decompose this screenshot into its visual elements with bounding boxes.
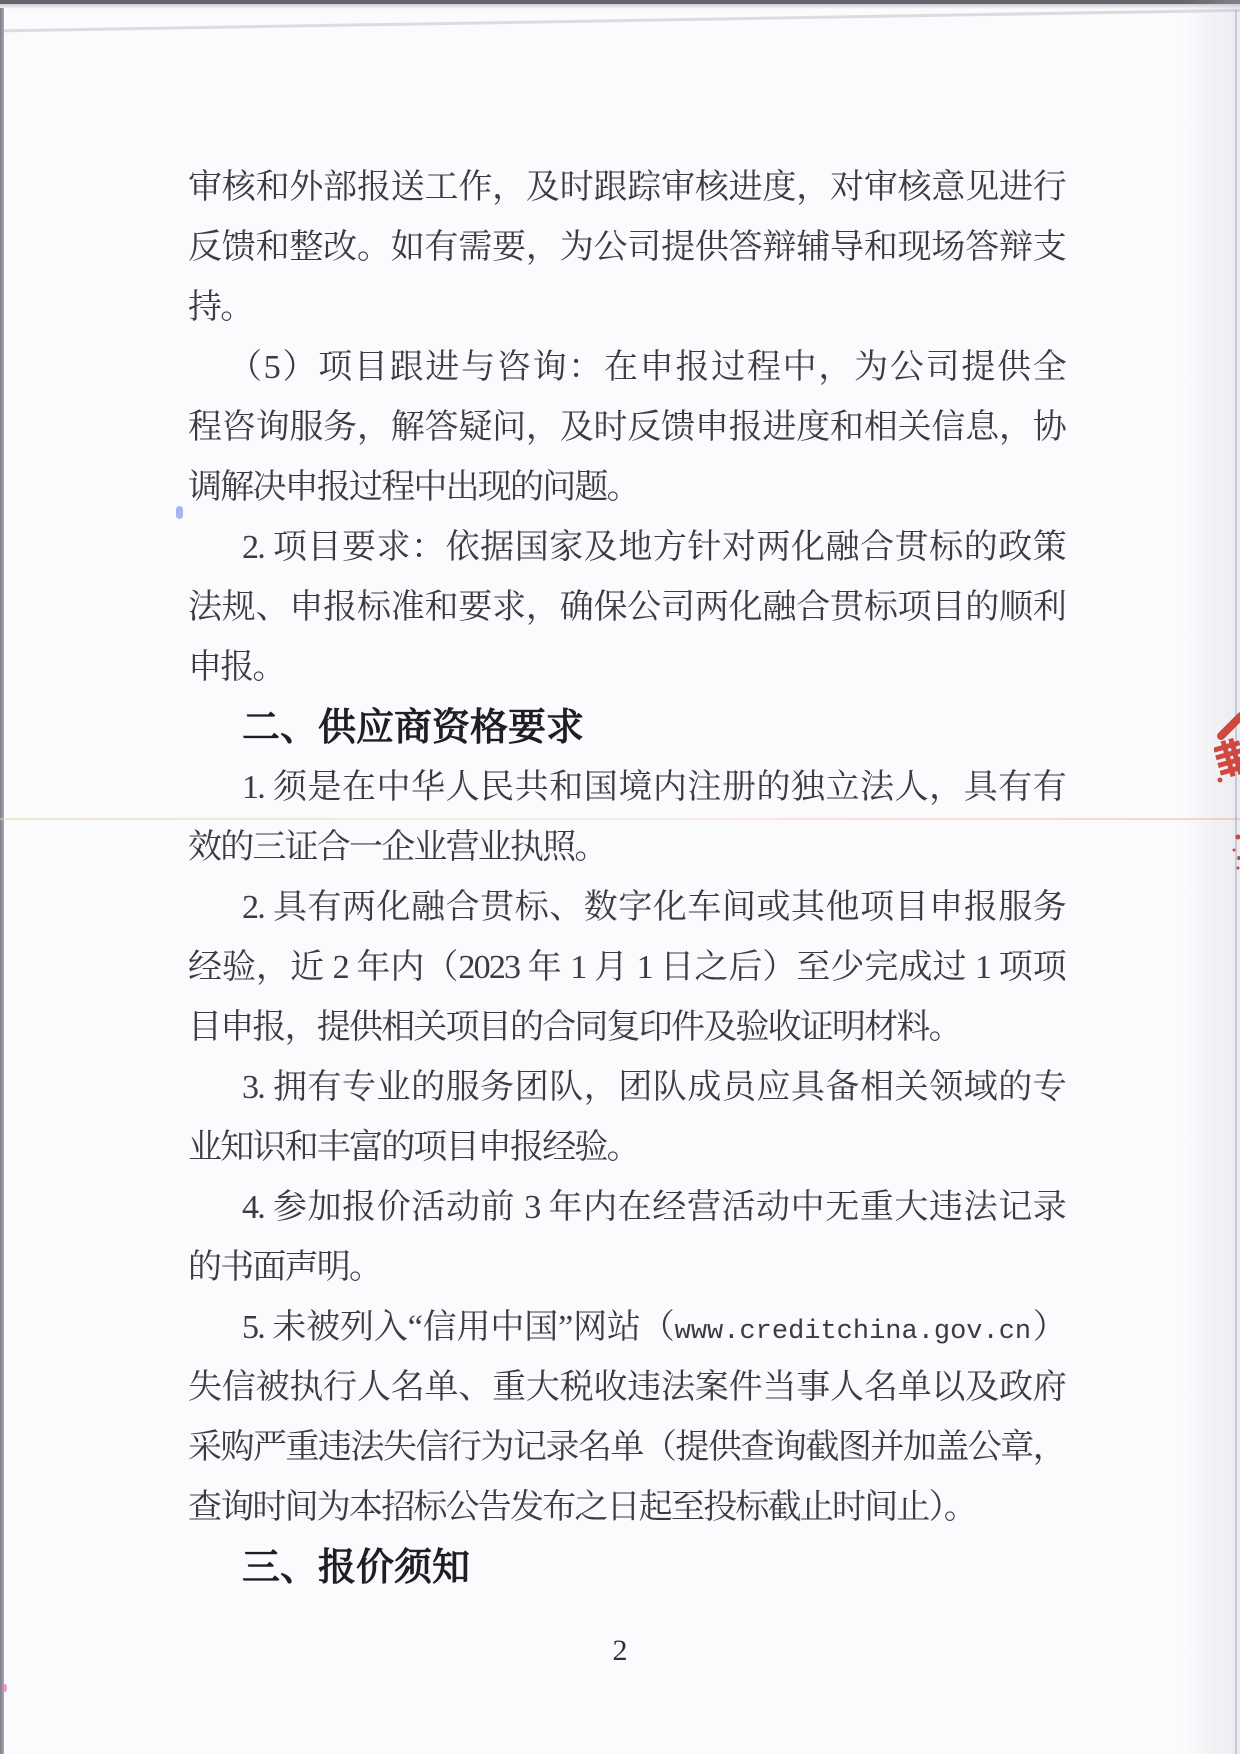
scan-shading-right bbox=[1182, 0, 1240, 1754]
text-line: 查询时间为本招标公告发布之日起至投标截止时间止）。 bbox=[188, 1489, 976, 1526]
ink-speck-blue bbox=[176, 506, 183, 519]
text-line: 2. 具有两化融合贯标、数字化车间或其他项目申报服务 bbox=[242, 889, 1065, 926]
text-line: 效的三证合一企业营业执照。 bbox=[188, 829, 607, 866]
text-line: 程咨询服务，解答疑问，及时反馈申报进度和相关信息，协 bbox=[188, 409, 1065, 446]
url-line-suffix: ） bbox=[1031, 1309, 1065, 1346]
text-line: 4. 参加报价活动前 3 年内在经营活动中无重大违法记录 bbox=[242, 1189, 1065, 1226]
document-body bbox=[188, 158, 1065, 1598]
text-line: 失信被执行人名单、重大税收违法案件当事人名单以及政府 bbox=[188, 1369, 1065, 1406]
text-line: （5）项目跟进与咨询：在申报过程中，为公司提供全 bbox=[228, 349, 1065, 386]
seal-strokes-icon bbox=[1214, 700, 1240, 875]
section-heading-quotation-notes: 三、报价须知 bbox=[242, 1547, 471, 1589]
text-line: 经验，近 2 年内（2023 年 1 月 1 日之后）至少完成过 1 项项 bbox=[188, 949, 1065, 986]
text-line: 目申报，提供相关项目的合同复印件及验收证明材料。 bbox=[188, 1009, 961, 1046]
page-number: 2 bbox=[612, 1634, 628, 1667]
text-line: 采购严重违法失信行为记录名单（提供查询截图并加盖公章， bbox=[188, 1429, 1065, 1466]
text-line: 持。 bbox=[188, 289, 253, 326]
credit-china-url: www.creditchina.gov.cn bbox=[674, 1317, 1032, 1347]
scan-edge-left bbox=[0, 8, 4, 1754]
section-heading-supplier-qualification: 二、供应商资格要求 bbox=[242, 707, 585, 749]
official-seal-fragment bbox=[1214, 700, 1240, 875]
scan-edge-top-slant bbox=[0, 8, 1240, 33]
url-line-prefix: 5. 未被列入“信用中国”网站（ bbox=[242, 1309, 675, 1346]
text-line: 3. 拥有专业的服务团队，团队成员应具备相关领域的专 bbox=[242, 1069, 1065, 1106]
text-line: 反馈和整改。如有需要，为公司提供答辩辅导和现场答辩支 bbox=[188, 229, 1065, 266]
ink-speck-pink bbox=[2, 1684, 7, 1692]
scan-edge-top-fade bbox=[0, 4, 1240, 9]
text-line: 法规、申报标准和要求，确保公司两化融合贯标项目的顺利 bbox=[188, 589, 1065, 626]
text-line: 1. 须是在中华人民共和国境内注册的独立法人，具有有 bbox=[242, 769, 1065, 806]
text-line: 调解决申报过程中出现的问题。 bbox=[188, 469, 639, 506]
text-line-with-url bbox=[188, 1298, 1065, 1358]
text-line: 2. 项目要求：依据国家及地方针对两化融合贯标的政策 bbox=[242, 529, 1065, 566]
text-line: 业知识和丰富的项目申报经验。 bbox=[188, 1129, 639, 1166]
text-line: 的书面声明。 bbox=[188, 1249, 382, 1286]
text-line: 申报。 bbox=[188, 649, 285, 686]
text-line: 审核和外部报送工作，及时跟踪审核进度，对审核意见进行 bbox=[188, 169, 1065, 206]
